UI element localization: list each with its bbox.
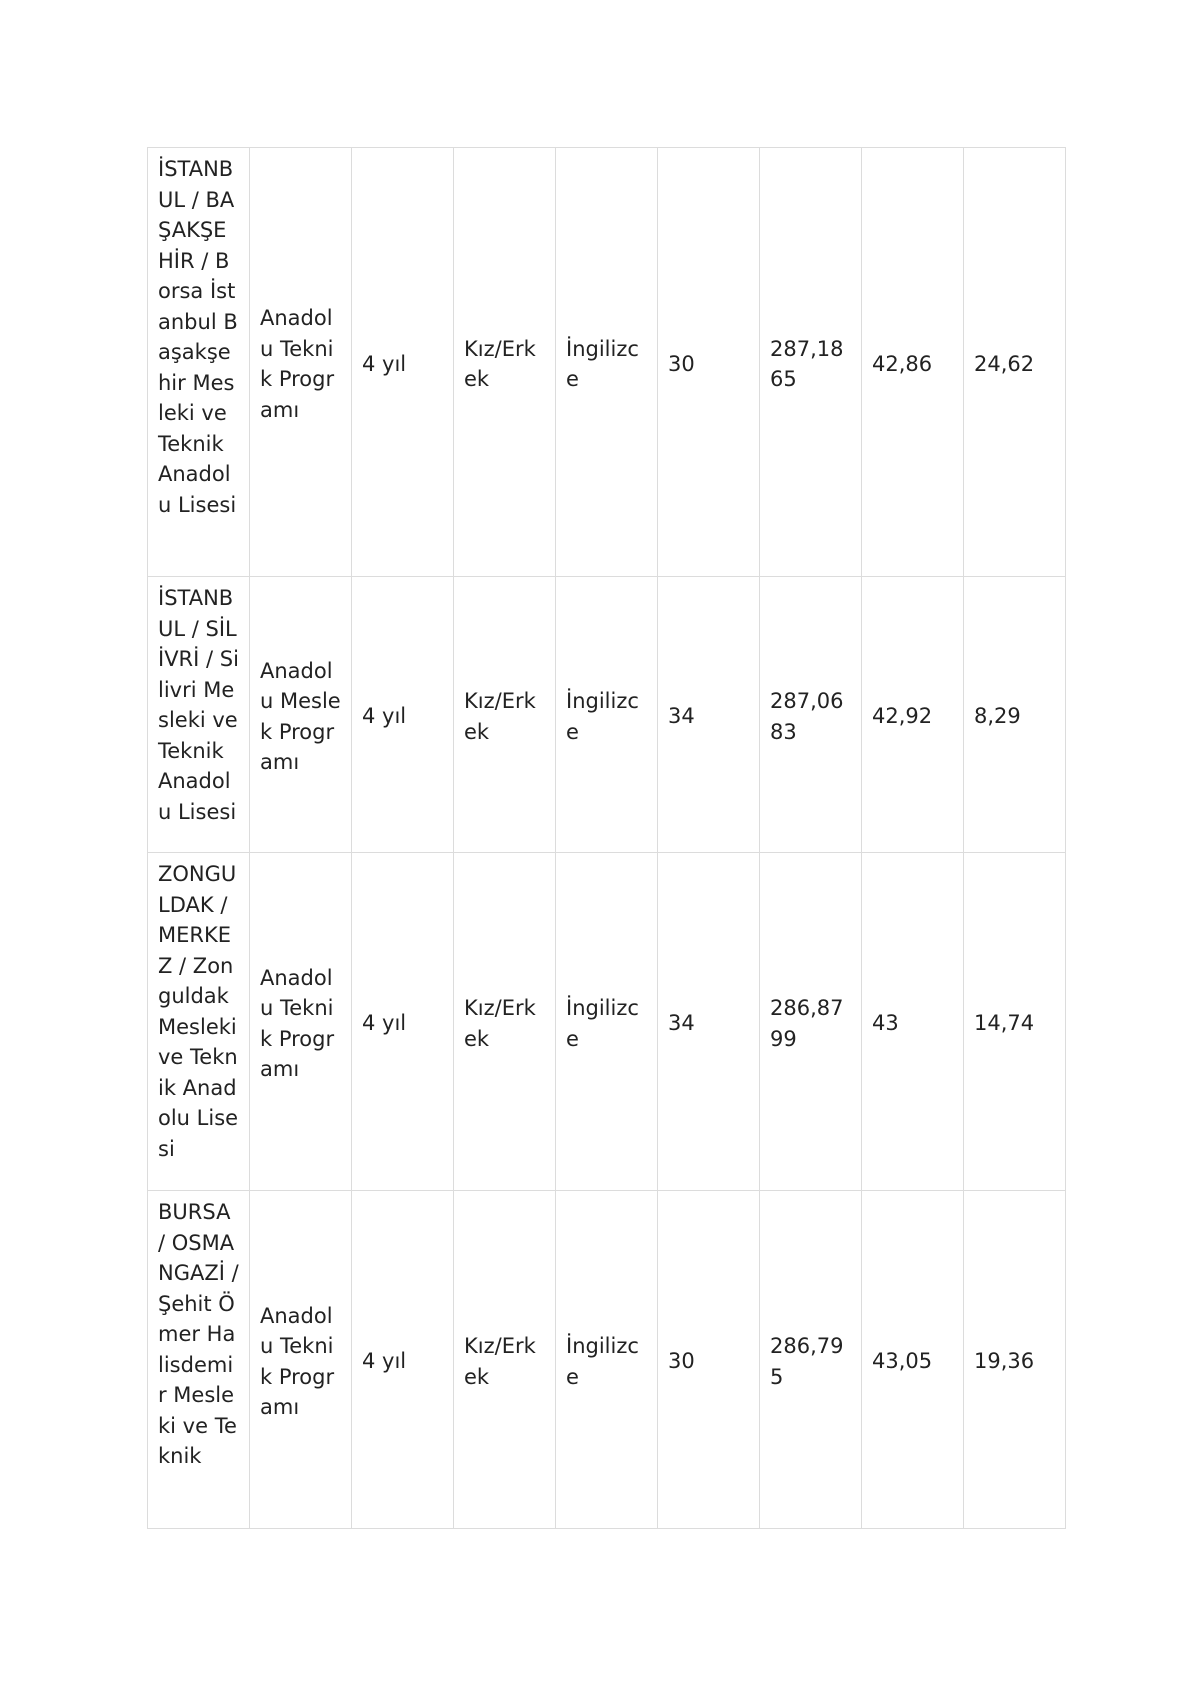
language-cell: İngilizce bbox=[556, 853, 658, 1191]
language-cell: İngilizce bbox=[556, 577, 658, 853]
last-cell: 14,74 bbox=[964, 853, 1066, 1191]
quota-cell: 34 bbox=[658, 853, 760, 1191]
school-cell: BURSA / OSMANGAZİ / Şehit Ömer Halisdemir Mesleki ve Teknik bbox=[148, 1191, 250, 1529]
language-cell: İngilizce bbox=[556, 148, 658, 577]
last-cell: 24,62 bbox=[964, 148, 1066, 577]
score-cell: 286,8799 bbox=[760, 853, 862, 1191]
gender-cell: Kız/Erkek bbox=[454, 853, 556, 1191]
duration-cell: 4 yıl bbox=[352, 1191, 454, 1529]
school-cell: İSTANBUL / SİLİVRİ / Silivri Mesleki ve Teknik Anadolu Lisesi bbox=[148, 577, 250, 853]
quota-cell: 34 bbox=[658, 577, 760, 853]
school-table bbox=[147, 147, 1066, 1529]
percentile-cell: 42,92 bbox=[862, 577, 964, 853]
last-cell: 8,29 bbox=[964, 577, 1066, 853]
table-row bbox=[148, 577, 1066, 853]
gender-cell: Kız/Erkek bbox=[454, 577, 556, 853]
gender-cell: Kız/Erkek bbox=[454, 1191, 556, 1529]
duration-cell: 4 yıl bbox=[352, 148, 454, 577]
quota-cell: 30 bbox=[658, 1191, 760, 1529]
table-row bbox=[148, 853, 1066, 1191]
language-cell: İngilizce bbox=[556, 1191, 658, 1529]
score-cell: 287,0683 bbox=[760, 577, 862, 853]
program-cell: Anadolu Teknik Programı bbox=[250, 853, 352, 1191]
table-row bbox=[148, 148, 1066, 577]
percentile-cell: 42,86 bbox=[862, 148, 964, 577]
duration-cell: 4 yıl bbox=[352, 853, 454, 1191]
table-row bbox=[148, 1191, 1066, 1529]
program-cell: Anadolu Teknik Programı bbox=[250, 148, 352, 577]
school-cell: İSTANBUL / BAŞAKŞEHİR / Borsa İstanbul Başakşehir Mesleki ve Teknik Anadolu Lisesi bbox=[148, 148, 250, 577]
percentile-cell: 43,05 bbox=[862, 1191, 964, 1529]
score-cell: 286,795 bbox=[760, 1191, 862, 1529]
percentile-cell: 43 bbox=[862, 853, 964, 1191]
last-cell: 19,36 bbox=[964, 1191, 1066, 1529]
school-cell: ZONGULDAK / MERKEZ / Zonguldak Mesleki ve Teknik Anadolu Lisesi bbox=[148, 853, 250, 1191]
score-cell: 287,1865 bbox=[760, 148, 862, 577]
quota-cell: 30 bbox=[658, 148, 760, 577]
gender-cell: Kız/Erkek bbox=[454, 148, 556, 577]
duration-cell: 4 yıl bbox=[352, 577, 454, 853]
program-cell: Anadolu Meslek Programı bbox=[250, 577, 352, 853]
program-cell: Anadolu Teknik Programı bbox=[250, 1191, 352, 1529]
